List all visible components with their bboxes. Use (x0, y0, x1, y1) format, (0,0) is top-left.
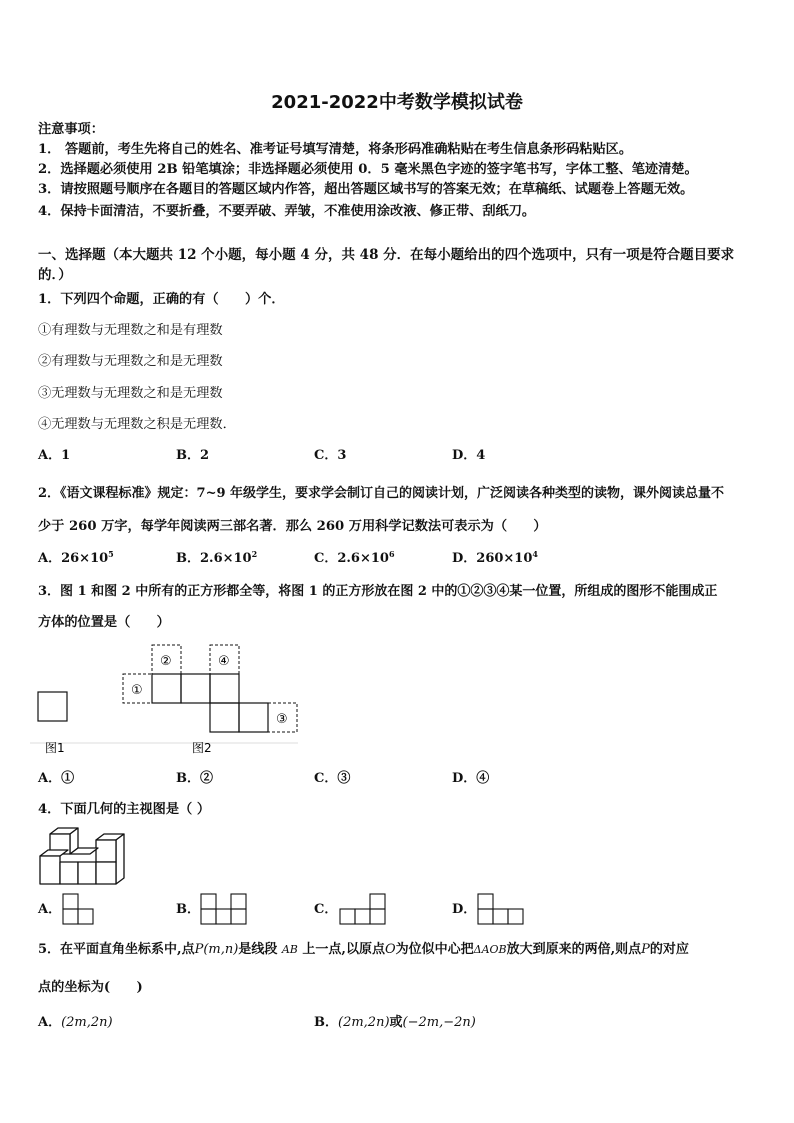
q2-option-d-label: D． (452, 551, 477, 566)
q2-option-b[interactable] (176, 550, 257, 568)
q3-fig2-square (210, 703, 239, 732)
q3-fig2-square (239, 703, 268, 732)
q3-fig2-square (181, 674, 210, 703)
q3-mark-2: ② (160, 654, 172, 669)
q4-solid-figure (36, 826, 128, 888)
q2-option-b-label: B． (176, 551, 200, 566)
q2-option-a-base: 26×10 (61, 551, 109, 566)
q5-option-b-value1: (2m,2n) (338, 1015, 390, 1030)
q3-fig2-label: 图2 (192, 741, 212, 755)
q2-option-a[interactable] (38, 550, 114, 568)
q5-option-b-label: B． (314, 1015, 338, 1030)
q3-mark-4: ④ (218, 654, 230, 669)
q1-prop-3: ③无理数与无理数之和是无理数 (38, 386, 223, 401)
q1-option-c[interactable]: C．3 (314, 448, 347, 463)
q2-option-d[interactable] (452, 550, 538, 568)
q2-option-b-base: 2.6×10 (200, 551, 252, 566)
q4-cube-face (60, 862, 78, 884)
q4-cube-face (40, 856, 60, 884)
page-title: 2021-2022中考数学模拟试卷 (271, 92, 523, 113)
q3-line2: 方体的位置是（ ） (38, 615, 170, 630)
q5-option-a-label: A． (38, 1015, 62, 1030)
q1-option-d[interactable]: D．4 (452, 448, 486, 463)
q5-option-a[interactable] (38, 1014, 113, 1032)
q1-prop-2: ②有理数与无理数之和是无理数 (38, 354, 223, 369)
q4-cube-face (116, 834, 124, 884)
q5-option-a-value: (2m,2n) (61, 1015, 113, 1030)
q4-option-c-label[interactable]: C． (314, 902, 338, 917)
q3-fig2-square (210, 674, 239, 703)
q4-option-d-label[interactable]: D． (452, 902, 477, 917)
q1-option-a[interactable]: A．1 (38, 448, 71, 463)
q5-text-c: 上一点,以原点 (302, 942, 385, 957)
q1-option-b[interactable]: B．2 (176, 448, 210, 463)
q4-option-c-view[interactable] (339, 893, 387, 925)
q4-cube-face (40, 850, 68, 856)
notice-heading: 注意事项： (38, 122, 104, 137)
q2-option-d-base: 260×10 (476, 551, 533, 566)
notice-item-2: 2．选择题必须使用 2B 铅笔填涂；非选择题必须使用 0．5 毫米黑色字迹的签字笔书写，字体工整、笔迹清楚。 (38, 162, 698, 177)
q4-option-a-label[interactable]: A． (38, 902, 62, 917)
q3-option-d[interactable]: D．④ (452, 771, 490, 786)
q5-line2: 点的坐标为( ) (38, 980, 143, 995)
q2-option-d-exp: 4 (532, 549, 538, 559)
q5-segment: AB (281, 943, 298, 956)
q2-line1: 2．《语文课程标准》规定：7~9 年级学生，要求学会制订自己的阅读计划，广泛阅读各种类型的读物，课外阅读总量不 (38, 486, 725, 501)
q1-prop-1: ①有理数与无理数之和是有理数 (38, 323, 223, 338)
q4-option-b-label[interactable]: B． (176, 902, 200, 917)
notice-item-4: 4．保持卡面清洁，不要折叠，不要弄破、弄皱，不准使用涂改液、修正带、刮纸刀。 (38, 204, 536, 219)
q2-option-b-exp: 2 (251, 549, 258, 559)
q3-option-a[interactable]: A．① (38, 771, 75, 786)
q2-option-c-label: C． (314, 551, 338, 566)
q2-line2: 少于 260 万字，每学年阅读两三部名著．那么 260 万用科学记数法可表示为（ ） (38, 519, 547, 534)
q2-option-c[interactable] (314, 550, 395, 568)
q3-option-c[interactable]: C．③ (314, 771, 351, 786)
q4-cube-face (78, 862, 96, 884)
q5-text-a: 5．在平面直角坐标系中,点 (38, 942, 195, 957)
q5-text-b: 是线段 (238, 942, 278, 957)
q4-option-d-view[interactable] (477, 893, 525, 925)
q1-prop-4: ④无理数与无理数之积是无理数． (38, 417, 236, 432)
section-heading-line2: 的．） (38, 267, 72, 283)
q5-point: P(m,n) (194, 942, 239, 957)
q5-option-b-value2: (−2m,−2n) (402, 1015, 476, 1030)
q3-line1: 3．图 1 和图 2 中所有的正方形都全等，将图 1 的正方形放在图 2 中的①②③④某一位置，所组成的图形不能围成正 (38, 584, 718, 599)
q4-cube-face (96, 862, 116, 884)
q5-triangle: ΔAOB (473, 943, 507, 956)
q3-option-b[interactable]: B．② (176, 771, 213, 786)
q3-fig2-square (152, 674, 181, 703)
q2-option-a-label: A． (38, 551, 62, 566)
section-heading-line1: 一、选择题（本大题共 12 个小题，每小题 4 分，共 48 分．在每小题给出的四个选项中，只有一项是符合题目要求 (38, 247, 735, 263)
q4-cube-face (96, 840, 116, 862)
q1-stem: 1．下列四个命题，正确的有（ ）个． (38, 292, 285, 307)
q5-origin: O (384, 942, 396, 957)
q4-option-b-view[interactable] (200, 893, 248, 925)
q5-p: P (641, 942, 650, 957)
q2-option-a-exp: 5 (108, 549, 114, 559)
q5-text-e: 放大到原来的两倍,则点 (506, 942, 642, 957)
q3-figures (30, 640, 310, 760)
q4-stem: 4．下面几何的主视图是（ ） (38, 802, 211, 817)
q2-option-c-exp: 6 (388, 549, 395, 559)
notice-item-3: 3．请按照题号顺序在各题目的答题区域内作答，超出答题区域书写的答案无效；在草稿纸、试题卷上答题无效。 (38, 182, 694, 197)
q4-option-a-view[interactable] (62, 893, 96, 925)
q5-option-b[interactable] (314, 1014, 476, 1032)
q5-line1 (38, 941, 689, 959)
q5-text-f: 的对应 (649, 942, 689, 957)
q3-fig1-label: 图1 (45, 741, 65, 755)
q3-mark-1: ① (131, 683, 143, 698)
notice-item-1: 1． 答题前，考生先将自己的姓名、准考证号填写清楚，将条形码准确粘贴在考生信息条形码粘贴区。 (38, 142, 633, 157)
q5-option-b-or: 或 (389, 1015, 403, 1030)
q2-option-c-base: 2.6×10 (337, 551, 389, 566)
q3-mark-3: ③ (276, 712, 288, 727)
q3-fig1-square (38, 692, 67, 721)
q5-text-d: 为位似中心把 (395, 942, 474, 957)
